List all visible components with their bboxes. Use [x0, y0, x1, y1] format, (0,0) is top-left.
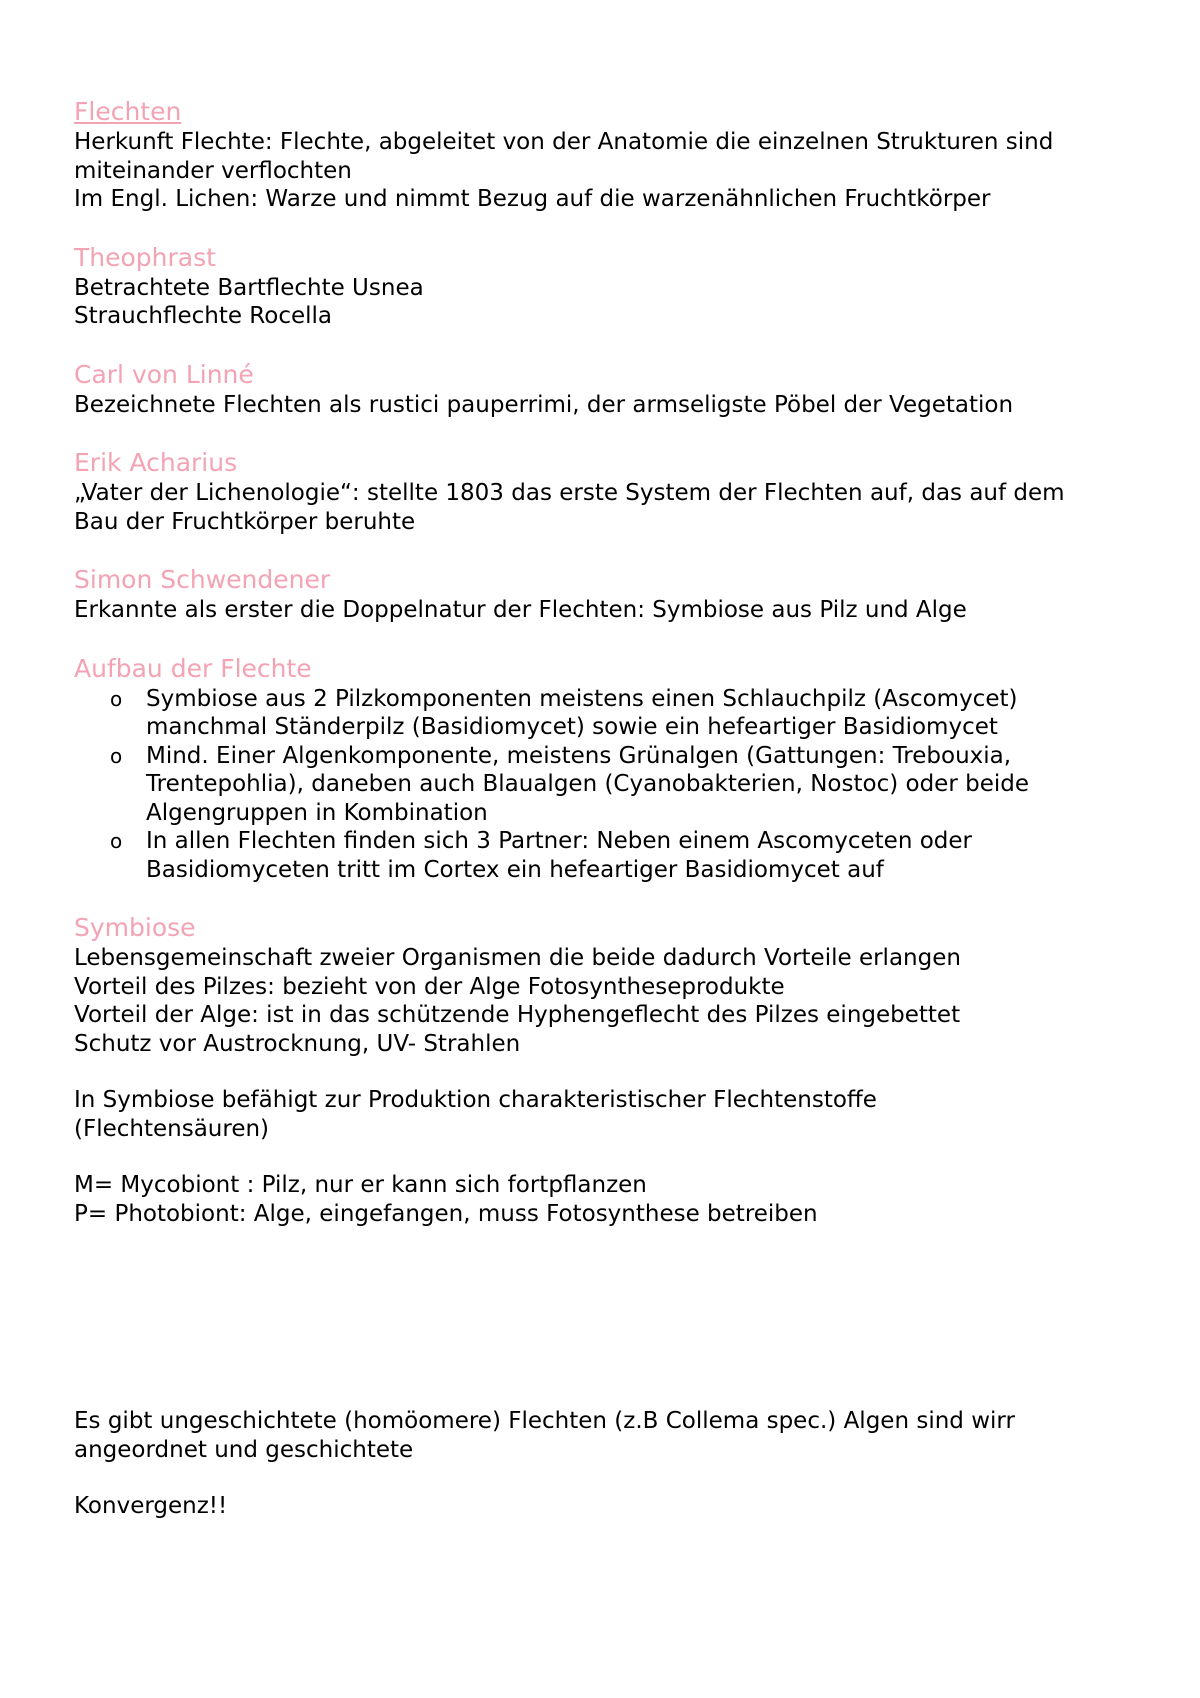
text-line: (Flechtensäuren)	[74, 1115, 270, 1142]
heading-linne: Carl von Linné	[74, 359, 254, 389]
heading-symbiose: Symbiose	[74, 913, 196, 942]
text-line: Vorteil des Pilzes: bezieht von der Alge Fotosyntheseprodukte	[74, 973, 785, 1000]
list-item-line: Trentepohlia), daneben auch Blaualgen (Cyanobakterien, Nostoc) oder beide	[146, 771, 1029, 797]
aufbau-list	[74, 685, 1144, 885]
list-item	[110, 685, 1144, 742]
text-line: Im Engl. Lichen: Warze und nimmt Bezug auf die warzenähnlichen Fruchtkörper	[74, 186, 991, 212]
text-line: Es gibt ungeschichtete (homöomere) Flechten (z.B Collema spec.) Algen sind wirr	[74, 1408, 1015, 1434]
heading-acharius: Erik Acharius	[74, 448, 238, 477]
text-line: In Symbiose befähigt zur Produktion charakteristischer Flechtenstoffe	[74, 1087, 877, 1113]
text-line: Strauchflechte Rocella	[74, 303, 332, 329]
text-line: Bau der Fruchtkörper beruhte	[74, 508, 416, 535]
text-line: Lebensgemeinschaft zweier Organismen die beide dadurch Vorteile erlangen	[74, 945, 961, 971]
text-line: M= Mycobiont : Pilz, nur er kann sich fortpflanzen	[74, 1172, 647, 1198]
list-item-line: Basidiomyceten tritt im Cortex ein hefeartiger Basidiomycet auf	[146, 856, 884, 883]
heading-aufbau: Aufbau der Flechte	[74, 653, 312, 683]
heading-schwendener: Simon Schwendener	[74, 565, 331, 594]
document-body	[74, 96, 1144, 1228]
heading-flechten: Flechten	[74, 97, 182, 126]
text-line: Erkannte als erster die Doppelnatur der Flechten: Symbiose aus Pilz und Alge	[74, 597, 967, 623]
list-item-line: manchmal Ständerpilz (Basidiomycet) sowie ein hefeartiger Basidiomycet	[146, 714, 998, 740]
list-item	[110, 827, 1144, 884]
list-item-line: Algengruppen in Kombination	[146, 799, 488, 826]
text-line: Vorteil der Alge: ist in das schützende Hyphengeflecht des Pilzes eingebettet	[74, 1002, 961, 1028]
list-item-line: Mind. Einer Algenkomponente, meistens Grünalgen (Gattungen: Trebouxia,	[146, 742, 1012, 769]
text-line: miteinander verflochten	[74, 157, 352, 184]
circle-bullet-icon: o	[110, 686, 123, 711]
text-line: Schutz vor Austrocknung, UV- Strahlen	[74, 1030, 521, 1057]
text-line: Konvergenz!!	[74, 1493, 228, 1519]
heading-theophrast: Theophrast	[74, 242, 216, 272]
list-item	[110, 742, 1144, 828]
text-line: Bezeichnete Flechten als rustici pauperrimi, der armseligste Pöbel der Vegetation	[74, 391, 1014, 418]
text-line: Betrachtete Bartflechte Usnea	[74, 274, 424, 301]
closing-notes	[74, 1407, 1144, 1521]
list-item-line: In allen Flechten finden sich 3 Partner: Neben einem Ascomyceten oder	[146, 828, 972, 854]
text-line: Herkunft Flechte: Flechte, abgeleitet von der Anatomie die einzelnen Strukturen sind	[74, 129, 1054, 155]
circle-bullet-icon: o	[110, 743, 123, 768]
text-line: „Vater der Lichenologie“: stellte 1803 das erste System der Flechten auf, das auf dem	[74, 480, 1065, 506]
list-item-line: Symbiose aus 2 Pilzkomponenten meistens einen Schlauchpilz (Ascomycet)	[146, 685, 1018, 712]
circle-bullet-icon: o	[110, 829, 123, 853]
text-line: P= Photobiont: Alge, eingefangen, muss Fotosynthese betreiben	[74, 1200, 818, 1227]
text-line: angeordnet und geschichtete	[74, 1436, 414, 1463]
